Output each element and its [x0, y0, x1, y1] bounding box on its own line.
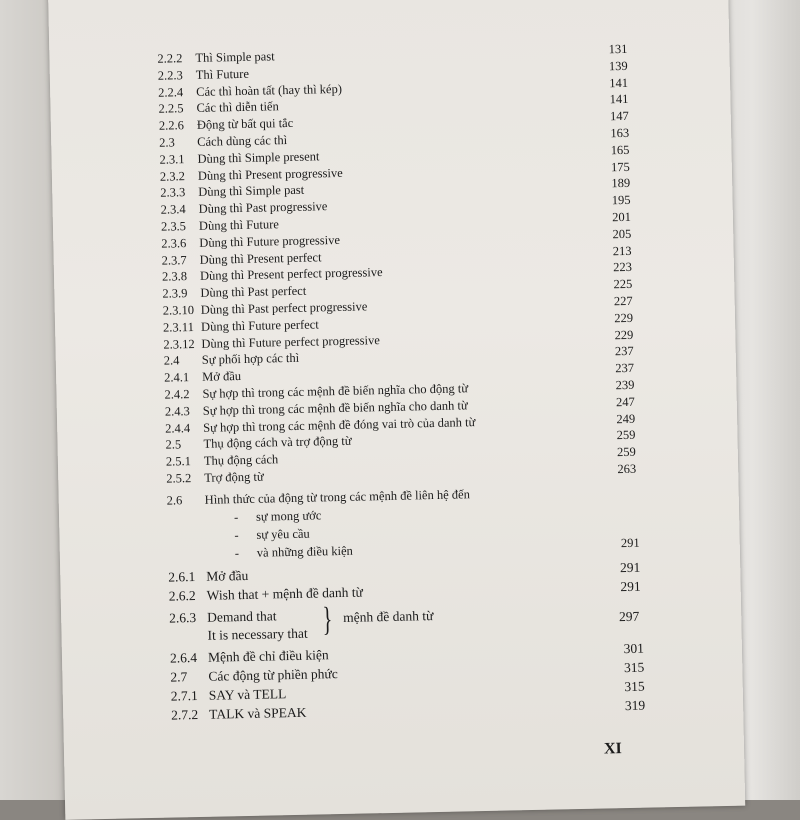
toc-title: Thụ động cách [203, 452, 279, 469]
toc-page-number: 213 [612, 243, 632, 258]
toc-page-number: 301 [623, 640, 645, 657]
toc-number: 2.3.5 [160, 219, 187, 234]
toc-title: Mở đầu [201, 369, 242, 385]
toc-page-number: 227 [613, 293, 633, 309]
toc-number: 2.5 [165, 437, 182, 453]
toc-title: Sự hợp thì trong các mệnh đề biến nghĩa cho động từ [202, 381, 469, 401]
toc-title: Cách dùng các thì [197, 133, 288, 149]
toc-number: 2.3.4 [160, 202, 186, 217]
toc-number: 2.5.2 [166, 471, 192, 486]
toc-page-number: 247 [615, 394, 635, 409]
toc-title: Thì Future [195, 66, 250, 82]
toc-number: 2.4.1 [164, 370, 190, 385]
toc-title: Sự hợp thì trong các mệnh đề biến nghĩa cho danh từ [202, 398, 468, 418]
toc-number: 2.4.4 [165, 420, 191, 436]
book-page: 2.2.2 Thì Simple past 131 2.2.3 Thì Future 139 2.2.4 Các thì hoàn tất (hay thì kép) 141 2.2.5 Các thì diễn tiến 141 2.2.6 Động từ bất qui tắc 147 2.3 Cách dùng các thì 163 2.3.1 Dùng thì Simple present 165 2.3.2 Dùng thì Present progressive 175 2.3.3 Dùng thì Simple past 189 2.3.4 Dùng thì Past progressive 195 2.3.5 Dùng thì Future 201 2.3.6 Dùng thì Future progressive 205 2.3.7 Dùng thì Present perfect 213 2.3.8 Dùng thì Present perfect progressive 223 2.3.9 Dùng thì Past perfect 225 2.3.10 Dùng thì Past perfect progressive 227 2.3.11 Dùng thì Future perfect 229 2.3.12 Dùng thì Future perfect progressive 229 2.4 Sự phối hợp các thì 237 2.4.1 Mở đầu 237 2.4.2 Sự hợp thì trong các mệnh đề biến nghĩa cho động từ 239 2.4.3 Sự hợp thì trong các mệnh đề biến nghĩa cho danh từ 247 2.4.4 Sự hợp thì trong các mệnh đề đóng vai trò của danh từ 249 2.5 Thụ động cách và trợ động từ 259 2.5.1 Thụ động cách 259 2.5.2 Trợ động từ 263 2.6 Hình thức của động từ trong các mệnh đề liên hệ đến - sự mong ước - sự yêu cầu - và những điều kiện 291 2.6.1 Mở đầu 291 2.6.2 Wish that + mệnh đề danh từ 291 2.6.3 Demand that It is necessary that } mệnh đề danh từ 297 2.6.4 Mệnh đề chỉ điều kiện 301 2.7 Các động từ phiền phức 315 2.7.1 SAY và TELL 315 2.7.2 TALK và SPEAK 319 XI [48, 0, 745, 820]
toc-number: 2.3.1 [159, 151, 185, 167]
toc-number: 2.7 [170, 669, 188, 685]
toc-title: Mệnh đề chỉ điều kiện [207, 647, 329, 665]
toc-page-number: 229 [614, 310, 634, 326]
toc-number: 2.6 [166, 493, 183, 508]
toc-number: 2.2.3 [157, 67, 183, 83]
toc-title: Dùng thì Present perfect progressive [199, 265, 383, 284]
toc-number: 2.2.4 [158, 84, 184, 100]
toc-page-number: 225 [613, 277, 633, 292]
toc-number: 2.3.7 [161, 252, 187, 268]
toc-title: Wish that + mệnh đề danh từ [206, 584, 363, 603]
toc-title: Các động từ phiền phức [208, 666, 338, 684]
toc-title: Dùng thì Future [198, 217, 279, 233]
toc-title: Dùng thì Past progressive [198, 199, 328, 217]
toc-title: Sự hợp thì trong các mệnh đề đóng vai trò của danh từ [203, 414, 476, 435]
toc-number: 2.3.6 [161, 235, 187, 251]
toc-page-number: 291 [620, 578, 641, 595]
toc-page-number: 165 [610, 142, 630, 158]
toc-title: SAY và TELL [208, 686, 287, 703]
toc-title: Các thì diễn tiến [196, 99, 279, 116]
toc-title: Hình thức của động từ trong các mệnh đề liên hệ đến [204, 487, 471, 507]
toc-title: TALK và SPEAK [209, 704, 307, 722]
toc-number: 2.2.2 [157, 51, 183, 66]
toc-number: 2.7.2 [171, 707, 199, 723]
toc-page-number: 319 [624, 697, 646, 714]
brace: } [322, 601, 333, 639]
toc-title: Dùng thì Simple past [198, 183, 305, 200]
toc-page-number: 229 [614, 327, 634, 342]
toc-page-number: 201 [611, 209, 632, 225]
toc-title: Mở đầu [206, 567, 249, 584]
toc-page-number: 237 [614, 344, 634, 359]
toc-number: 2.3.8 [161, 269, 188, 285]
toc-title-line2: It is necessary that [207, 625, 308, 643]
toc-number: 2.6.4 [169, 650, 198, 666]
toc-title: Dùng thì Present perfect [199, 249, 322, 267]
toc-page-number: 205 [612, 226, 632, 242]
toc-title: Dùng thì Past perfect progressive [200, 299, 368, 317]
toc-number: 2.6.3 [169, 610, 197, 626]
toc-title: Dùng thì Future perfect [200, 317, 319, 334]
toc-title: Thụ động cách và trợ động từ [203, 434, 352, 452]
toc-title-line1: Demand that [207, 608, 277, 625]
toc-page-number: 189 [611, 176, 631, 191]
toc-number: 2.3.12 [163, 336, 195, 352]
page-number-footer: XI [603, 740, 622, 758]
toc-number: 2.2.5 [158, 101, 184, 117]
toc-page-number: 139 [608, 58, 628, 74]
toc-number: 2.2.6 [158, 118, 185, 133]
toc-page-number: 237 [615, 360, 635, 376]
toc-page-number: 141 [609, 92, 629, 107]
toc-number: 2.3.2 [159, 168, 186, 184]
toc-number: 2.3 [159, 135, 175, 150]
toc-title: Dùng thì Future perfect progressive [201, 332, 380, 351]
toc-page-number: 223 [613, 260, 633, 275]
toc-number: 2.3.3 [160, 185, 186, 201]
toc-page-number: 291 [619, 559, 641, 576]
toc-title: Thì Simple past [195, 49, 275, 65]
toc-title: Các thì hoàn tất (hay thì kép) [196, 81, 343, 99]
toc-number: 2.4 [163, 353, 180, 369]
toc-page-number: 175 [610, 159, 630, 174]
toc-number: 2.4.3 [164, 403, 190, 419]
toc-number: 2.5.1 [165, 454, 192, 469]
toc-page-number: 315 [623, 659, 645, 676]
toc-number: 2.6.1 [168, 569, 196, 585]
toc-page-number: 195 [611, 193, 631, 208]
toc-title: Sự phối hợp các thì [201, 351, 300, 368]
toc-title: Dùng thì Past perfect [200, 283, 307, 301]
toc-page-number: 147 [609, 109, 629, 124]
toc-number: 2.7.1 [170, 688, 198, 704]
toc-page-number: 163 [610, 125, 630, 141]
toc-title: Dùng thì Simple present [197, 149, 320, 166]
toc-title: Dùng thì Present progressive [197, 165, 343, 183]
toc-title: Dùng thì Future progressive [199, 232, 341, 250]
toc-page-number: 141 [609, 75, 629, 90]
toc-page-number: 315 [624, 678, 645, 695]
toc-page-number: 259 [616, 428, 636, 443]
toc-page-number: 259 [616, 444, 636, 460]
toc-page-number: 239 [615, 377, 635, 393]
toc-number: 2.3.11 [162, 319, 195, 335]
toc-title: Trợ động từ [204, 469, 264, 485]
toc-number: 2.3.10 [162, 303, 195, 318]
toc-page-number: 131 [608, 41, 628, 57]
toc-page-number: 263 [617, 461, 637, 477]
toc-number: 2.4.2 [164, 387, 190, 402]
toc-title: Động từ bất qui tắc [196, 116, 294, 133]
toc-number: 2.3.9 [162, 286, 188, 301]
toc-page-number: 249 [616, 411, 636, 426]
toc-number: 2.6.2 [168, 588, 196, 604]
